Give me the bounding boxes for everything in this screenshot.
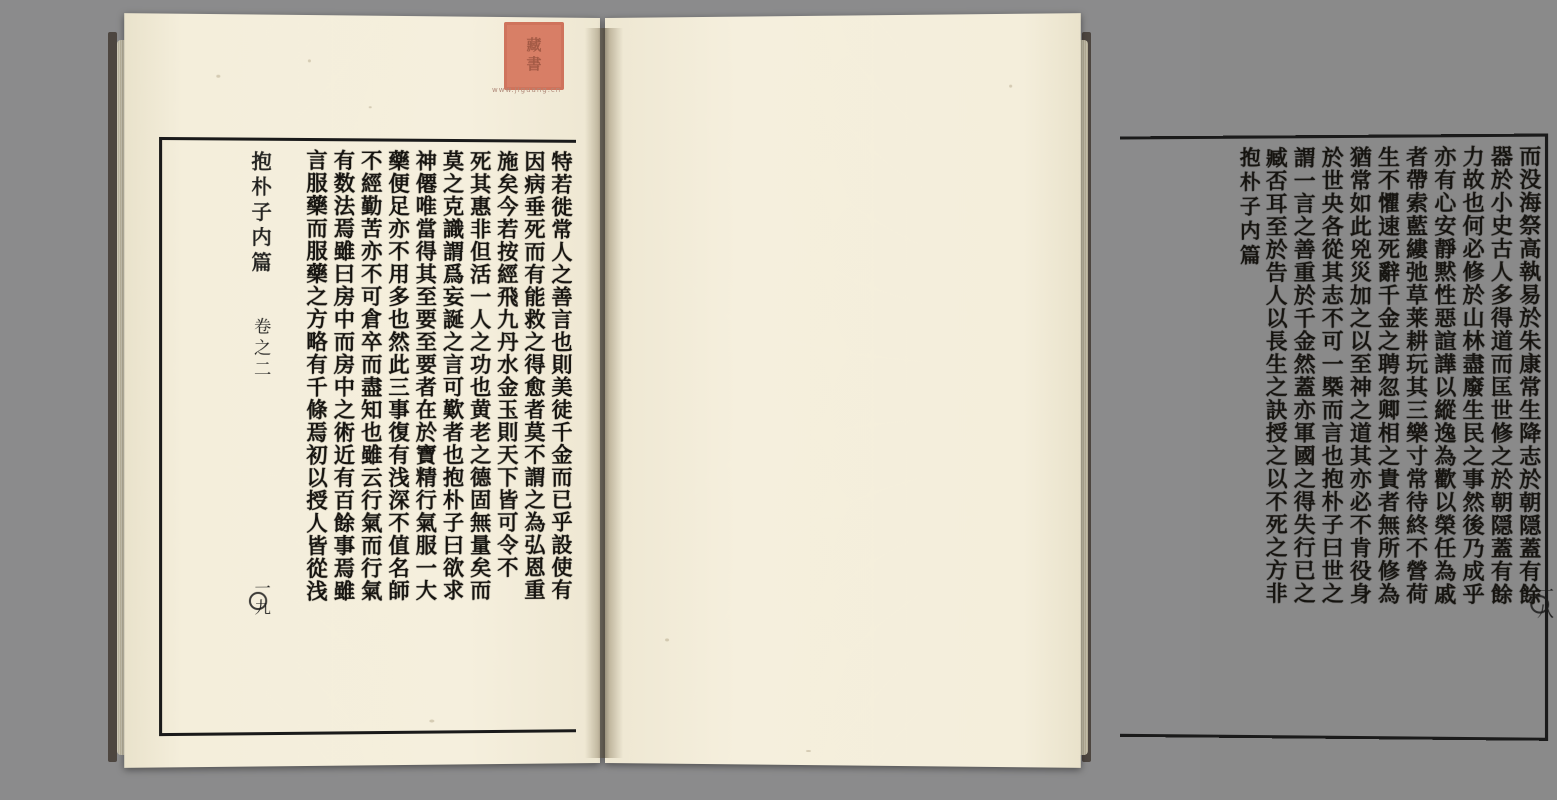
- text-column: 莫之克識謂爲妄誕之言可歎者也抱朴子曰欲求: [440, 149, 466, 602]
- text-columns-right: [1120, 137, 1545, 738]
- paper-speck: [665, 638, 669, 641]
- seal-text: 藏書: [524, 37, 543, 75]
- text-column: 而没海祭高執易於朱康常生降志於朝隠蓋有餘: [1516, 144, 1543, 607]
- text-column: 死其惠非但活一人之功也黄老之德固無量矣而: [467, 150, 493, 602]
- text-column: 特若徙常人之善言也則美徒千金而已乎設使有: [548, 150, 575, 602]
- left-page: [124, 13, 600, 768]
- paper-speck: [1009, 85, 1012, 88]
- text-column: 力故也何必修於山林盡廢生民之事然後乃成乎: [1459, 145, 1487, 607]
- text-column: 猶常如此兇災加之以至神之道其亦必不肯役身: [1347, 145, 1374, 606]
- right-page: [605, 13, 1555, 768]
- paper-speck: [308, 59, 311, 62]
- paper-speck: [216, 75, 220, 78]
- seal-caption: www.jiguang.cn: [492, 86, 562, 94]
- folio-mark-left: 一九: [251, 579, 272, 619]
- text-column: 藥便足亦不用多也然此三事復有浅深不值名師: [385, 149, 412, 603]
- text-column: 生不懼速死辭千金之聘忽卿相之貴者無所修為: [1375, 145, 1402, 606]
- paper-speck: [369, 106, 372, 108]
- text-frame-right: [1120, 134, 1548, 741]
- book-spread: [130, 18, 1555, 780]
- text-column: 於世央各從其志不可一槩而言也抱朴子曰世之: [1319, 146, 1346, 606]
- text-column: 因病垂死而有能救之得愈者莫不謂之為弘恩重: [521, 150, 547, 602]
- text-column: 者帶索藍縷弛草莱耕玩其三樂寸常待終不營荷: [1403, 145, 1430, 606]
- collection-seal: [504, 22, 564, 90]
- title-slip-volume: 卷之二: [249, 317, 271, 381]
- page-header-title: 抱朴子内篇: [1236, 146, 1262, 269]
- text-column: 施矣今若按經飛九丹水金玉則天下皆可令不: [494, 150, 520, 580]
- book-cover-left: [108, 32, 117, 762]
- text-column: 神僊唯當得其至要至要者在於寶精行氣服一大: [413, 149, 439, 603]
- paper-speck: [806, 750, 811, 752]
- text-column: 謂一言之善重於千金然蓋亦軍國之得失行已之: [1291, 146, 1318, 606]
- text-frame-left: [159, 137, 576, 736]
- text-column: 亦有心安靜黙性惡諠譁以縱逸為歡以榮任為戚: [1431, 145, 1458, 606]
- folio-mark-right: 一八: [1534, 582, 1555, 622]
- text-column: 有数法焉雖曰房中而房中之術近有百餘事焉雖: [331, 149, 357, 603]
- text-column: 言服藥而服藥之方略有千條焉初以授人皆從浅: [303, 149, 330, 603]
- title-slip: 抱朴子内篇: [247, 150, 273, 277]
- text-column: 不經勤苦亦不可倉卒而盡知也雖云行氣而行氣: [358, 149, 384, 603]
- text-column: 臧否耳至於告人以長生之訣授之以不死之方非: [1263, 146, 1290, 605]
- text-columns-left: [162, 140, 576, 733]
- text-column: 器於小史古人多得道而匡世修之於朝隠蓋有餘: [1488, 145, 1515, 607]
